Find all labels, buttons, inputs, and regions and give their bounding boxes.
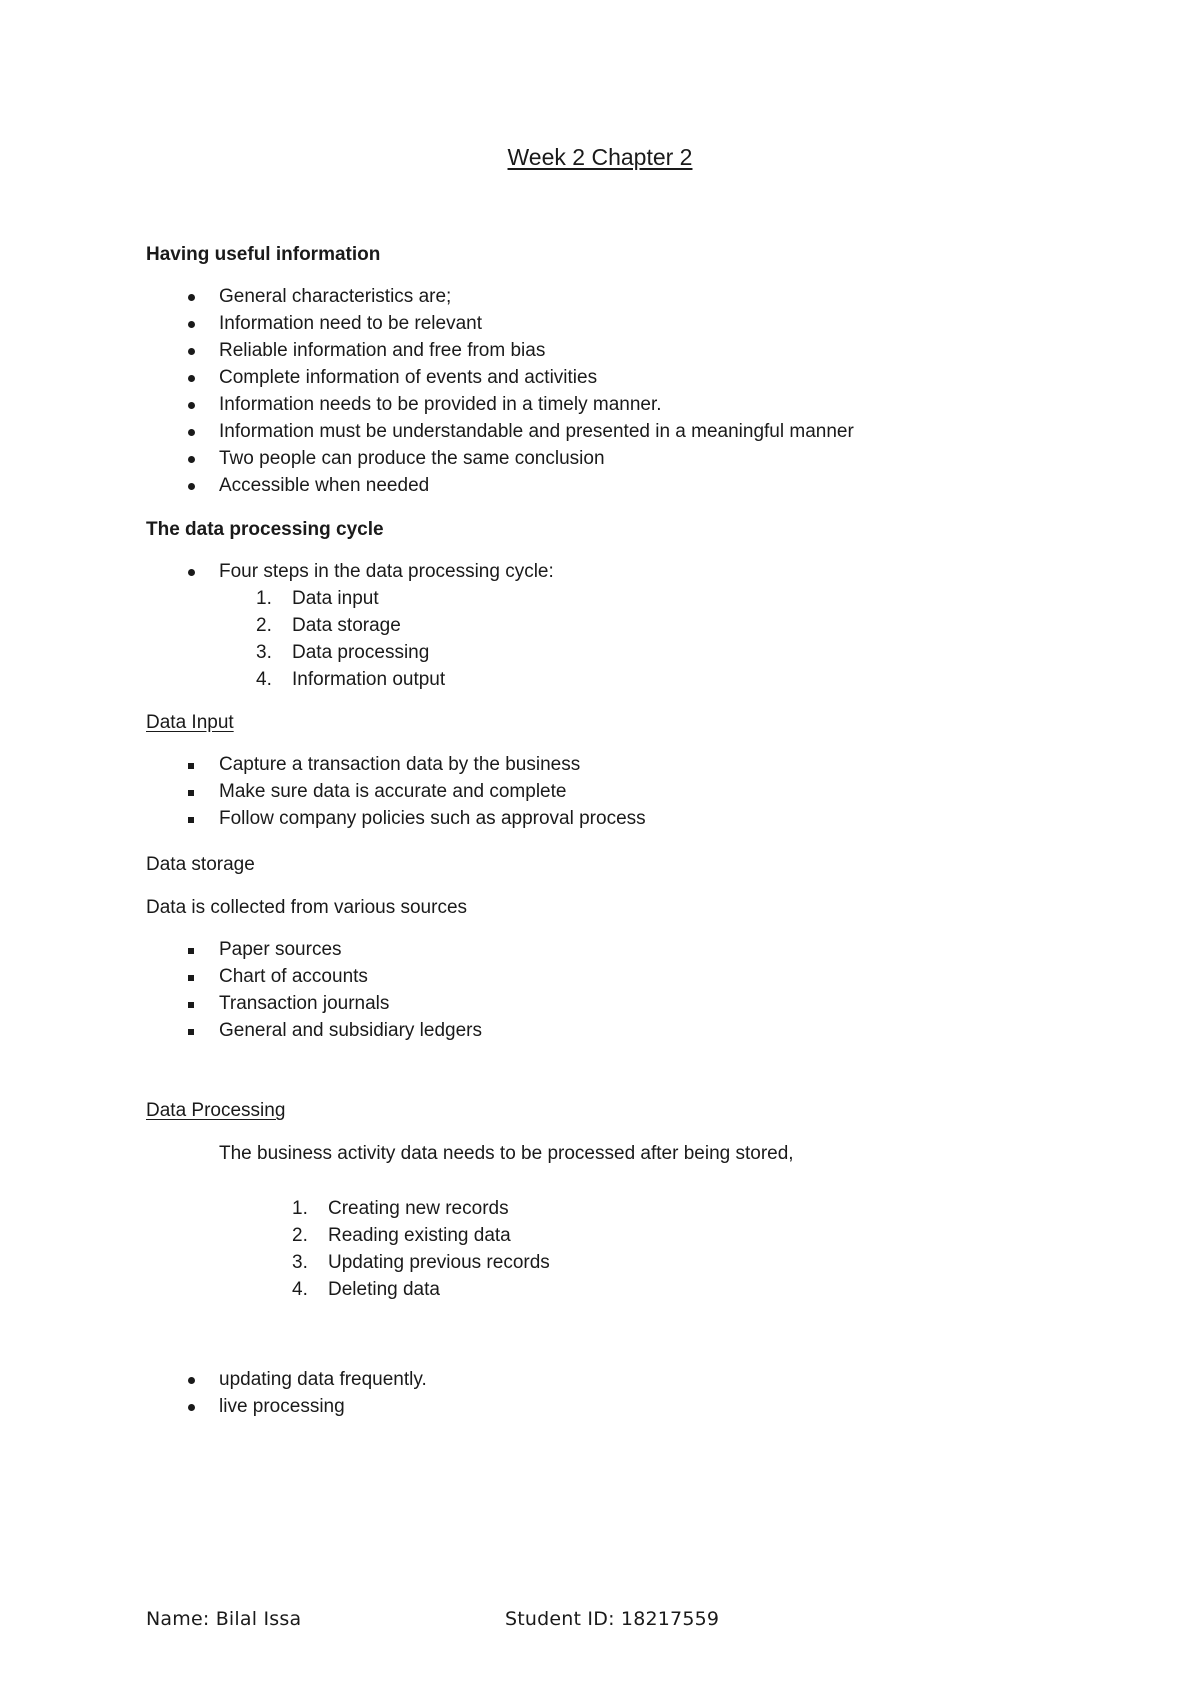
bullet-icon [188,483,195,490]
list-item: Reliable information and free from bias [219,337,854,364]
bullet-icon [188,790,194,796]
list-item: live processing [219,1393,427,1420]
list-item: 1. Creating new records [292,1198,509,1219]
bullet-icon [188,1404,195,1411]
data-processing-steps [292,1195,550,1303]
list-item: 2. Data storage [256,615,401,636]
data-storage-intro: Data is collected from various sources [146,897,468,918]
bullet-icon [188,1002,194,1008]
footer-name: Name: Bilal Issa [146,1608,302,1630]
processing-steps-list [256,585,446,693]
list-item: Capture a transaction data by the business [219,751,646,778]
footer-student-id: Student ID: 18217559 [505,1608,720,1630]
list-item: General and subsidiary ledgers [219,1017,482,1044]
page-title: Week 2 Chapter 2 [507,144,693,170]
list-item: Chart of accounts [219,963,482,990]
data-storage-heading: Data storage [146,854,255,875]
list-item: Accessible when needed [219,472,854,499]
bullet-icon [188,975,194,981]
list-item: Complete information of events and activities [219,364,854,391]
data-storage-list [219,936,482,1044]
data-input-list [219,751,646,832]
bullet-icon [188,569,195,576]
section-heading-data-processing-cycle: The data processing cycle [146,519,384,540]
bullet-icon [188,294,195,301]
processing-cycle-list [219,558,554,585]
bullet-icon [188,429,195,436]
list-item: 3. Updating previous records [292,1252,550,1273]
list-item: General characteristics are; [219,283,854,310]
list-item: 2. Reading existing data [292,1225,511,1246]
section-heading-useful-information: Having useful information [146,244,381,265]
list-item: Information must be understandable and presented in a meaningful manner [219,418,854,445]
bullet-icon [188,948,194,954]
bullet-icon [188,1377,195,1384]
data-processing-intro: The business activity data needs to be processed after being stored, [219,1143,794,1164]
list-item: Information need to be relevant [219,310,854,337]
useful-information-list [219,283,854,499]
bullet-icon [188,321,195,328]
list-item: Two people can produce the same conclusion [219,445,854,472]
list-item: Follow company policies such as approval process [219,805,646,832]
bullet-icon [188,456,195,463]
data-processing-bullets [219,1366,427,1420]
bullet-icon [188,817,194,823]
list-item: Make sure data is accurate and complete [219,778,646,805]
list-item: Paper sources [219,936,482,963]
bullet-icon [188,763,194,769]
bullet-icon [188,375,195,382]
list-item: 4. Information output [256,669,446,690]
list-item: 1. Data input [256,588,379,609]
list-item: Transaction journals [219,990,482,1017]
list-item: Information needs to be provided in a timely manner. [219,391,854,418]
data-processing-heading: Data Processing [146,1100,286,1121]
list-item: updating data frequently. [219,1366,427,1393]
bullet-icon [188,402,195,409]
list-item: 4. Deleting data [292,1279,440,1300]
data-input-heading: Data Input [146,712,234,733]
list-item: Four steps in the data processing cycle: [219,558,554,585]
bullet-icon [188,1029,194,1035]
bullet-icon [188,348,195,355]
list-item: 3. Data processing [256,642,430,663]
